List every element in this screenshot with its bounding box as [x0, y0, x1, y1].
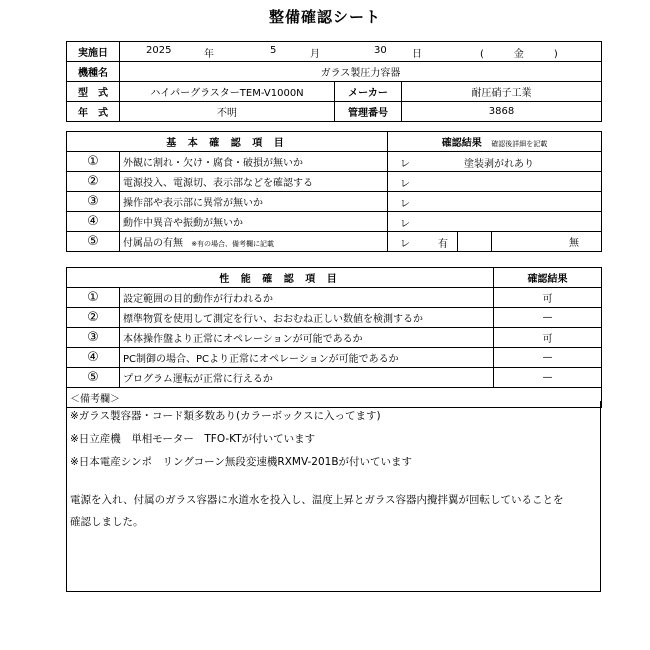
basic-header: 基 本 確 認 項 目 [67, 132, 388, 152]
basic-result-header [388, 132, 602, 152]
basic-row-text [120, 232, 388, 252]
date-label: 実施日 [67, 42, 120, 62]
remarks-line-2: ※日立産機 単相モーター TFO-KTが付いています [70, 433, 316, 445]
info-table [66, 41, 602, 122]
accessory-yes: 有 [438, 239, 449, 250]
perf-row-no: ① [67, 288, 120, 308]
perf-row-no: ③ [67, 328, 120, 348]
spacer-cell [458, 232, 492, 252]
basic-row-5 [67, 232, 602, 252]
result-detail: 塗装剥がれあり [464, 159, 535, 170]
weekday-value: ( 金 ) [480, 49, 558, 60]
year-value: 2025 [146, 45, 172, 56]
perf-check-table [66, 267, 602, 408]
perf-row-text: 標準物質を使用して測定を行い、おおむね正しい数値を検測するか [120, 308, 494, 328]
check-mark: レ [400, 239, 411, 250]
maker-value: 耐圧硝子工業 [402, 82, 602, 102]
perf-header: 性 能 確 認 項 目 [67, 268, 494, 288]
page-title: 整備確認シート [268, 8, 381, 26]
accessory-no-cell [492, 232, 602, 252]
perf-row-3 [67, 328, 602, 348]
basic-row-no: ④ [67, 212, 120, 232]
basic-row-no: ① [67, 152, 120, 172]
year-unit: 年 [204, 49, 214, 60]
remarks-line-3: ※日本電産シンポ リングコーン無段変速機RXMV-201Bが付いています [70, 456, 413, 468]
basic-row-text: 操作部や表示部に異常が無いか [120, 192, 388, 212]
basic-row-result [388, 192, 602, 212]
basic-row-result [388, 212, 602, 232]
perf-row-no: ⑤ [67, 368, 120, 388]
perf-row-5 [67, 368, 602, 388]
perf-row-text: 本体操作盤より正常にオペレーションが可能であるか [120, 328, 494, 348]
perf-row-no: ② [67, 308, 120, 328]
basic-row-4 [67, 212, 602, 232]
basic-row-text: 外観に割れ・欠け・腐食・破損が無いか [120, 152, 388, 172]
basic-check-table [66, 131, 602, 252]
check-mark: レ [400, 199, 411, 210]
maker-label: メーカー [335, 82, 402, 102]
basic-row-text: 電源投入、電源切、表示部などを確認する [120, 172, 388, 192]
machine-name: ガラス製圧力容器 [120, 62, 602, 82]
date-cell [120, 42, 602, 62]
accessory-text: 付属品の有無 [123, 238, 183, 249]
check-mark: レ [400, 159, 411, 170]
basic-row-no: ③ [67, 192, 120, 212]
perf-row-result: 可 [494, 288, 602, 308]
check-cell [388, 232, 458, 252]
perf-row-1 [67, 288, 602, 308]
day-unit: 日 [412, 49, 422, 60]
basic-row-no: ② [67, 172, 120, 192]
perf-row-2 [67, 308, 602, 328]
day-value: 30 [374, 45, 387, 56]
basic-result-note: 確認後詳細を記載 [491, 140, 548, 148]
basic-row-3 [67, 192, 602, 212]
perf-result-header: 確認結果 [494, 268, 602, 288]
perf-row-text: プログラム運転が正常に行えるか [120, 368, 494, 388]
check-mark: レ [400, 179, 411, 190]
remarks-line-5: 確認しました。 [70, 516, 144, 528]
basic-row-2 [67, 172, 602, 192]
remarks-line-4: 電源を入れ、付属のガラス容器に水道水を投入し、温度上昇とガラス容器内攪拌翼が回転していることを [70, 494, 564, 506]
accessory-note: ※有の場合、備考欄に記載 [191, 240, 275, 248]
perf-row-no: ④ [67, 348, 120, 368]
year-made-row [67, 102, 602, 122]
mgmt-value: 3868 [402, 102, 602, 122]
machine-label: 機種名 [67, 62, 120, 82]
perf-row-text: 設定範囲の目的動作が行われるか [120, 288, 494, 308]
model-value: ハイパーグラスターTEM-V1000N [120, 82, 335, 102]
basic-row-text: 動作中異音や振動が無いか [120, 212, 388, 232]
remarks-line-1: ※ガラス製容器・コード類多数あり(カラーボックスに入ってます) [70, 410, 381, 422]
perf-header-row [67, 268, 602, 288]
basic-row-result [388, 172, 602, 192]
model-label: 型 式 [67, 82, 120, 102]
remarks-box [66, 401, 601, 592]
perf-row-result: 可 [494, 328, 602, 348]
perf-row-result: — [494, 348, 602, 368]
perf-row-text: PC制御の場合、PCより正常にオペレーションが可能であるか [120, 348, 494, 368]
perf-row-result: — [494, 368, 602, 388]
month-unit: 月 [310, 49, 320, 60]
year-made-value: 不明 [120, 102, 335, 122]
basic-result-title: 確認結果 [441, 138, 482, 149]
perf-row-result: — [494, 308, 602, 328]
basic-row-result [388, 152, 602, 172]
model-row [67, 82, 602, 102]
month-value: 5 [270, 45, 277, 56]
accessory-no: 無 [569, 238, 580, 249]
basic-row-1 [67, 152, 602, 172]
basic-header-row [67, 132, 602, 152]
machine-row [67, 62, 602, 82]
year-made-label: 年 式 [67, 102, 120, 122]
date-row [67, 42, 602, 62]
basic-row-no: ⑤ [67, 232, 120, 252]
check-mark: レ [400, 219, 411, 230]
perf-row-4 [67, 348, 602, 368]
remarks-header: ＜備考欄＞ [67, 388, 602, 408]
mgmt-label: 管理番号 [335, 102, 402, 122]
